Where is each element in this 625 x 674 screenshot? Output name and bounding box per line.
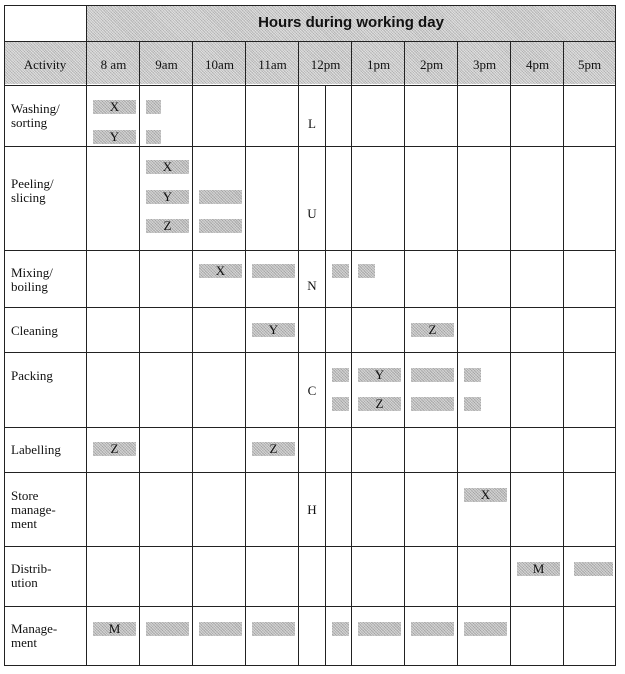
grid-line [4,250,616,251]
grid-line [351,41,352,666]
task-bar: Z [252,442,295,456]
hour-4pm: 4pm [525,57,550,72]
grid-line [245,41,246,666]
grid-line [563,41,564,666]
grid-line [325,85,326,666]
activity-header: Activity [23,57,67,72]
task-bar: Y [146,190,189,204]
grid-line [192,41,193,666]
task-bar [464,622,507,636]
grid-line [4,85,616,86]
task-bar [332,368,349,382]
hour-5pm: 5pm [577,57,602,72]
activity-washing: Washing/ sorting [11,101,60,130]
grid-line [4,5,616,6]
task-bar: Z [93,442,136,456]
grid-line [404,41,405,666]
hour-11am: 11am [258,57,287,72]
task-bar [411,368,454,382]
grid-line [298,41,299,666]
task-bar [332,397,349,411]
task-bar [411,622,454,636]
grid-line [510,41,511,666]
task-bar [411,397,454,411]
grid-line [4,5,5,666]
task-bar [252,264,295,278]
task-bar [146,622,189,636]
grid-line [457,41,458,666]
hour-10am: 10am [205,57,234,72]
task-bar: X [93,100,136,114]
grid-line [4,546,616,547]
activity-mixing: Mixing/ boiling [11,265,53,294]
grid-line [4,307,616,308]
grid-line [4,352,616,353]
task-bar [332,264,349,278]
task-bar [199,622,242,636]
lunch-letter-l: L [308,116,316,131]
hour-1pm: 1pm [366,57,391,72]
lunch-letter-u: U [307,206,317,221]
grid-line [4,606,616,607]
grid-line [4,665,616,666]
task-bar [358,264,375,278]
task-bar [358,622,401,636]
hour-8am: 8 am [100,57,127,72]
grid-line [4,41,616,42]
lunch-letter-c: C [307,383,317,398]
task-bar [199,219,242,233]
hour-9am: 9am [155,57,178,72]
task-bar: M [93,622,136,636]
activity-peeling: Peeling/ slicing [11,176,54,205]
task-bar [464,397,481,411]
task-bar [199,190,242,204]
activity-store-management: Store manage- ment [11,488,56,531]
task-bar [464,368,481,382]
task-bar [146,130,161,144]
task-bar: Z [411,323,454,337]
activity-labelling: Labelling [11,442,61,457]
task-bar: Y [358,368,401,382]
task-bar [574,562,613,576]
task-bar [252,622,295,636]
activity-packing: Packing [11,368,53,383]
grid-line [615,5,616,666]
grid-line [86,5,87,666]
task-bar [146,100,161,114]
task-bar: M [517,562,560,576]
task-bar: Y [252,323,295,337]
task-bar: Z [146,219,189,233]
task-bar: X [146,160,189,174]
task-bar: X [199,264,242,278]
hour-2pm: 2pm [419,57,444,72]
hour-3pm: 3pm [472,57,497,72]
grid-line [139,41,140,666]
activity-management: Manage- ment [11,621,58,650]
task-bar [332,622,349,636]
grid-line [4,472,616,473]
task-bar: Z [358,397,401,411]
task-bar: Y [93,130,136,144]
task-bar: X [464,488,507,502]
grid-line [4,146,616,147]
grid-line [4,427,616,428]
table-title: Hours during working day [258,14,444,31]
activity-distribution: Distrib- ution [11,561,52,590]
lunch-letter-h: H [307,502,317,517]
lunch-letter-n: N [307,278,317,293]
hour-12pm: 12pm [310,57,341,72]
activity-cleaning: Cleaning [11,323,58,338]
